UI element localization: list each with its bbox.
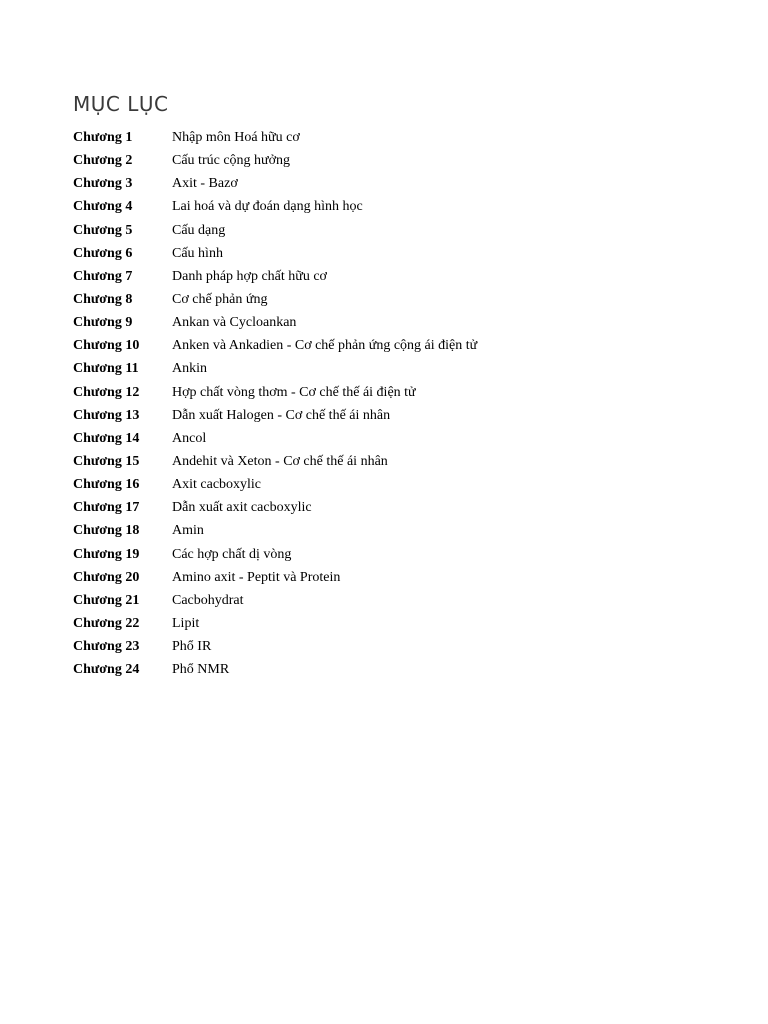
toc-chapter-label: Chương 10 [73,338,140,354]
toc-topic: Cacbohydrat [172,592,244,608]
toc-chapter-label: Chương 7 [73,268,133,284]
toc-topic: Amino axit - Peptit và Protein [172,569,341,585]
toc-chapter-label: Chương 3 [73,176,133,192]
toc-topic: Amin [172,523,204,539]
toc-entry [73,496,477,519]
page-title: MỤC LỤC [73,92,169,116]
toc-entry [73,265,477,288]
toc-entry [73,311,477,334]
toc-topic: Danh pháp hợp chất hữu cơ [172,268,327,284]
toc-chapter-label: Chương 12 [73,384,140,400]
toc-chapter-label: Chương 13 [73,407,140,423]
toc-entry [73,612,477,635]
toc-entry [73,427,477,450]
toc-chapter-label: Chương 9 [73,315,133,331]
toc-chapter-label: Chương 8 [73,291,133,307]
toc-chapter-label: Chương 1 [73,130,133,145]
toc-entry [73,404,477,427]
table-of-contents [73,126,477,681]
toc-entry [73,126,477,149]
toc-entry [73,381,477,404]
toc-chapter-label: Chương 15 [73,453,140,469]
toc-chapter-label: Chương 20 [73,569,140,585]
toc-chapter-label: Chương 17 [73,500,140,516]
toc-chapter-label: Chương 5 [73,222,133,238]
toc-chapter-label: Chương 6 [73,245,133,261]
toc-entry [73,450,477,473]
toc-entry [73,172,477,195]
toc-topic: Andehit và Xeton - Cơ chế thế ái nhân [172,453,388,469]
toc-entry [73,589,477,612]
toc-topic: Ancol [172,430,207,446]
toc-topic: Ankin [172,361,207,377]
toc-chapter-label: Chương 19 [73,546,140,562]
toc-entry [73,219,477,242]
toc-entry [73,149,477,172]
toc-chapter-label: Chương 21 [73,592,140,608]
toc-entry [73,195,477,218]
toc-chapter-label: Chương 4 [73,199,133,215]
toc-topic: Cấu trúc cộng hưởng [172,153,291,169]
toc-topic: Ankan và Cycloankan [172,315,297,331]
toc-entry [73,566,477,589]
toc-topic: Cơ chế phản ứng [172,291,268,307]
toc-entry [73,242,477,265]
toc-topic: Các hợp chất dị vòng [172,546,292,562]
toc-chapter-label: Chương 18 [73,523,140,539]
toc-topic: Dẫn xuất Halogen - Cơ chế thế ái nhân [172,407,391,423]
toc-topic: Dẫn xuất axit cacboxylic [172,500,312,516]
toc-entry [73,334,477,357]
toc-chapter-label: Chương 11 [73,361,139,377]
toc-topic: Nhập môn Hoá hữu cơ [172,130,300,145]
toc-topic: Axit cacboxylic [172,477,262,493]
toc-entry [73,658,477,681]
toc-topic: Phổ NMR [172,662,230,678]
toc-entry [73,473,477,496]
toc-chapter-label: Chương 14 [73,430,140,446]
toc-topic: Cấu dạng [172,222,226,238]
toc-topic: Cấu hình [172,245,223,261]
toc-entry [73,357,477,380]
toc-chapter-label: Chương 24 [73,662,140,678]
toc-topic: Axit - Bazơ [172,176,238,192]
toc-entry [73,519,477,542]
toc-entry [73,635,477,658]
toc-chapter-label: Chương 22 [73,615,140,631]
toc-entry [73,288,477,311]
toc-entry [73,543,477,566]
toc-topic: Anken và Ankadien - Cơ chế phản ứng cộng ái điện tử [172,338,478,354]
toc-topic: Lipit [172,615,200,631]
toc-topic: Lai hoá và dự đoán dạng hình học [172,199,363,215]
toc-chapter-label: Chương 23 [73,639,140,655]
toc-topic: Phổ IR [172,639,212,655]
toc-chapter-label: Chương 16 [73,477,140,493]
toc-topic: Hợp chất vòng thơm - Cơ chế thế ái điện tử [172,384,416,400]
toc-chapter-label: Chương 2 [73,153,133,169]
